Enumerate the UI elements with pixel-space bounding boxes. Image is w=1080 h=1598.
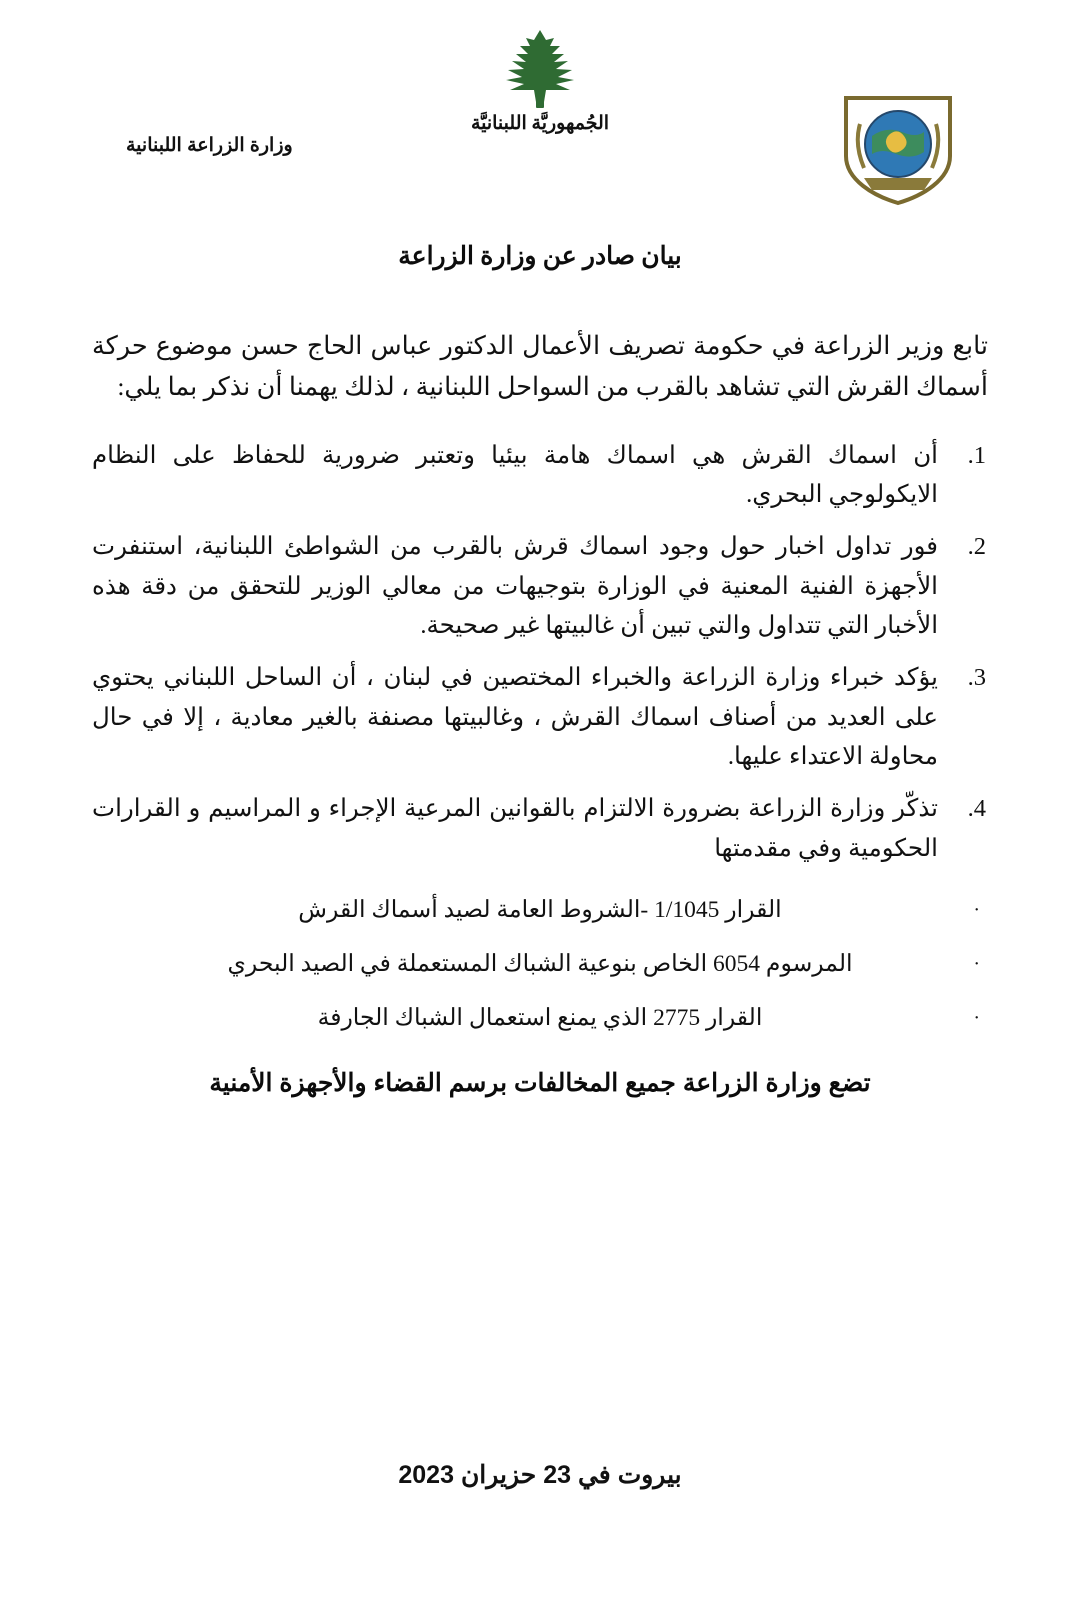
signature-line: بيروت في 23 حزيران 2023 <box>398 1461 682 1489</box>
document-header <box>0 0 1080 215</box>
list-item <box>92 1000 988 1038</box>
list-item <box>92 946 988 984</box>
numbered-points-list <box>92 436 988 869</box>
bullet-icon: · <box>973 899 980 922</box>
list-item: يؤكد خبراء وزارة الزراعة والخبراء المختصين في لبنان ، أن الساحل اللبناني يحتوي على العديد من أصناف اسماك القرش ، وغالبيتها مصنفة بالغير معادية ، إلا في حال محاولة الاعتداء عليها. <box>92 664 938 771</box>
bullet-icon: · <box>973 1006 980 1029</box>
emphasis-statement: تضع وزارة الزراعة جميع المخالفات برسم القضاء والأجهزة الأمنية <box>209 1069 871 1098</box>
republic-header <box>0 28 1080 135</box>
document-body <box>92 325 988 1104</box>
page-title: بيان صادر عن وزارة الزراعة <box>398 243 682 270</box>
list-item: أن اسماك القرش هي اسماك هامة بيئيا وتعتبر ضرورية للحفاظ على النظام الايكولوجي البحري. <box>92 441 938 509</box>
list-item-label: القرار 1/1045 -الشروط العامة لصيد أسماك القرش <box>298 897 782 924</box>
republic-label: الجُمهوريَّة اللبنانيَّة <box>470 113 610 134</box>
bullet-icon: · <box>973 953 980 976</box>
list-item <box>92 892 988 930</box>
ministry-label: وزارة الزراعة اللبنانية <box>126 135 293 156</box>
list-item: تذكّر وزارة الزراعة بضرورة الالتزام بالقوانين المرعية الإجراء و المراسيم و القرارات الحكومية وفي مقدمتها <box>92 795 938 862</box>
decrees-list <box>92 892 988 1037</box>
list-item-label: المرسوم 6054 الخاص بنوعية الشباك المستعملة في الصيد البحري <box>227 951 853 978</box>
cedar-tree-icon <box>480 28 600 110</box>
list-item-label: القرار 2775 الذي يمنع استعمال الشباك الجارفة <box>317 1004 763 1031</box>
intro-paragraph: تابع وزير الزراعة في حكومة تصريف الأعمال الدكتور عباس الحاج حسن موضوع حركة أسماك القرش التي تشاهد بالقرب من السواحل اللبنانية ، لذلك يهمنا أن نذكر بما يلي: <box>92 331 988 402</box>
list-item: فور تداول اخبار حول وجود اسماك قرش بالقرب من الشواطئ اللبنانية، استنفرت الأجهزة الفنية المعنية في الوزارة بتوجيهات من معالي الوزير للتحقق من دقة هذه الأخبار التي تتداول والتي تبين أن غالبيتها غير صحيحة. <box>92 532 938 640</box>
